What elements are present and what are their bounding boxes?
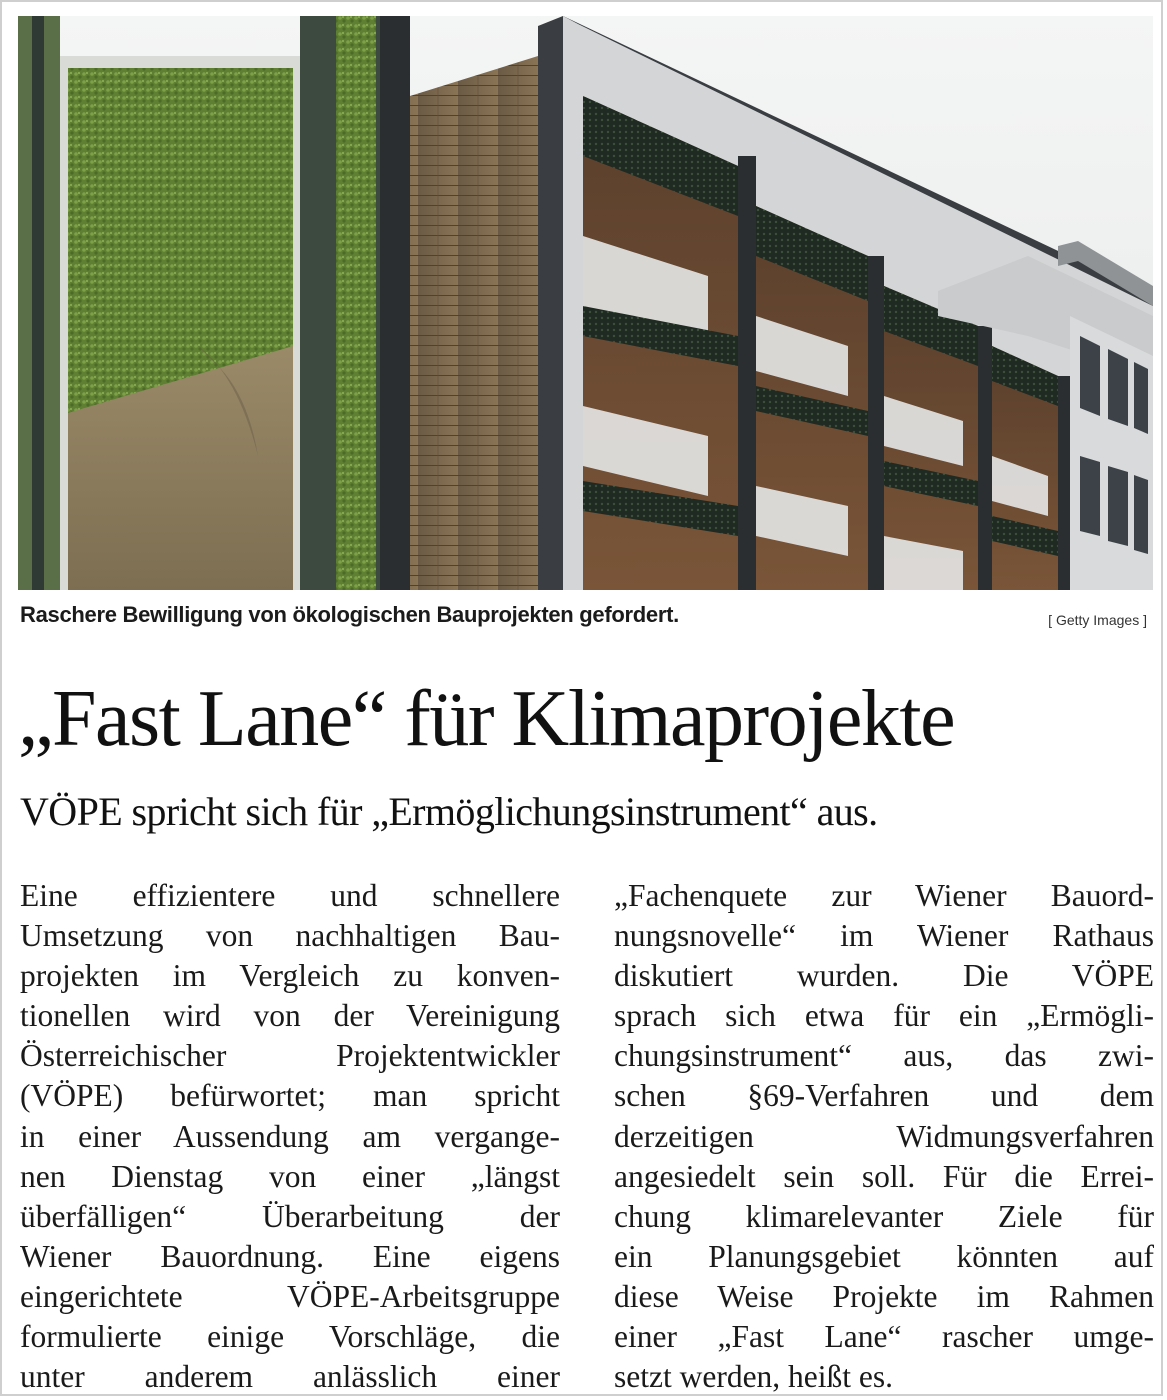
body-line: derzeitigen Widmungsverfahren [614,1118,1154,1154]
body-line: Umsetzung von nachhaltigen Bau- [20,918,560,954]
photo-credit: [ Getty Images ] [1048,612,1147,628]
body-line: Wiener Bauordnung. Eine eigens [20,1238,560,1274]
body-line: chung klimarelevanter Ziele für [614,1198,1154,1234]
body-line: nungsnovelle“ im Wiener Rathaus [614,918,1154,954]
body-column-left [20,876,560,1397]
body-line: formulierte einige Vorschläge, die [20,1319,560,1355]
body-column-right [614,876,1154,1397]
body-line: chungsinstrument“ aus, das zwi- [614,1038,1154,1074]
body-line: eingerichtete VÖPE-Arbeitsgruppe [20,1278,560,1314]
body-line: nen Dienstag von einer „längst [20,1158,560,1194]
subheadline: VÖPE spricht sich für „Ermöglichungsinstrument“ aus. [20,789,878,834]
body-line: setzt werden, heißt es. [614,1359,894,1395]
body-line: diskutiert wurden. Die VÖPE [614,958,1154,994]
body-line: überfälligen“ Überarbeitung der [20,1198,560,1234]
body-line: diese Weise Projekte im Rahmen [614,1278,1154,1314]
headline: „Fast Lane“ für Klimaprojekte [18,675,955,763]
body-line: ein Planungsgebiet könnten auf [614,1238,1154,1274]
body-line: unter anderem anlässlich einer [20,1359,560,1395]
body-line: einer „Fast Lane“ rascher umge- [614,1319,1154,1355]
body-line: angesiedelt sein soll. Für die Errei- [614,1158,1154,1194]
photo-caption: Raschere Bewilligung von ökologischen Bauprojekten gefordert. [20,602,679,627]
body-line: Österreichischer Projektentwickler [20,1038,560,1074]
body-line: in einer Aussendung am vergange- [20,1118,560,1154]
body-line: (VÖPE) befürwortet; man spricht [20,1078,560,1114]
body-line: sprach sich etwa für ein „Ermögli- [614,998,1154,1034]
body-line: Eine effizientere und schnellere [20,878,560,913]
article-photo [18,16,1153,590]
body-line: schen §69-Verfahren und dem [614,1078,1154,1114]
body-line: tionellen wird von der Vereinigung [20,998,560,1034]
body-line: „Fachenquete zur Wiener Bauord- [614,878,1154,913]
body-line: projekten im Vergleich zu konven- [20,958,560,994]
